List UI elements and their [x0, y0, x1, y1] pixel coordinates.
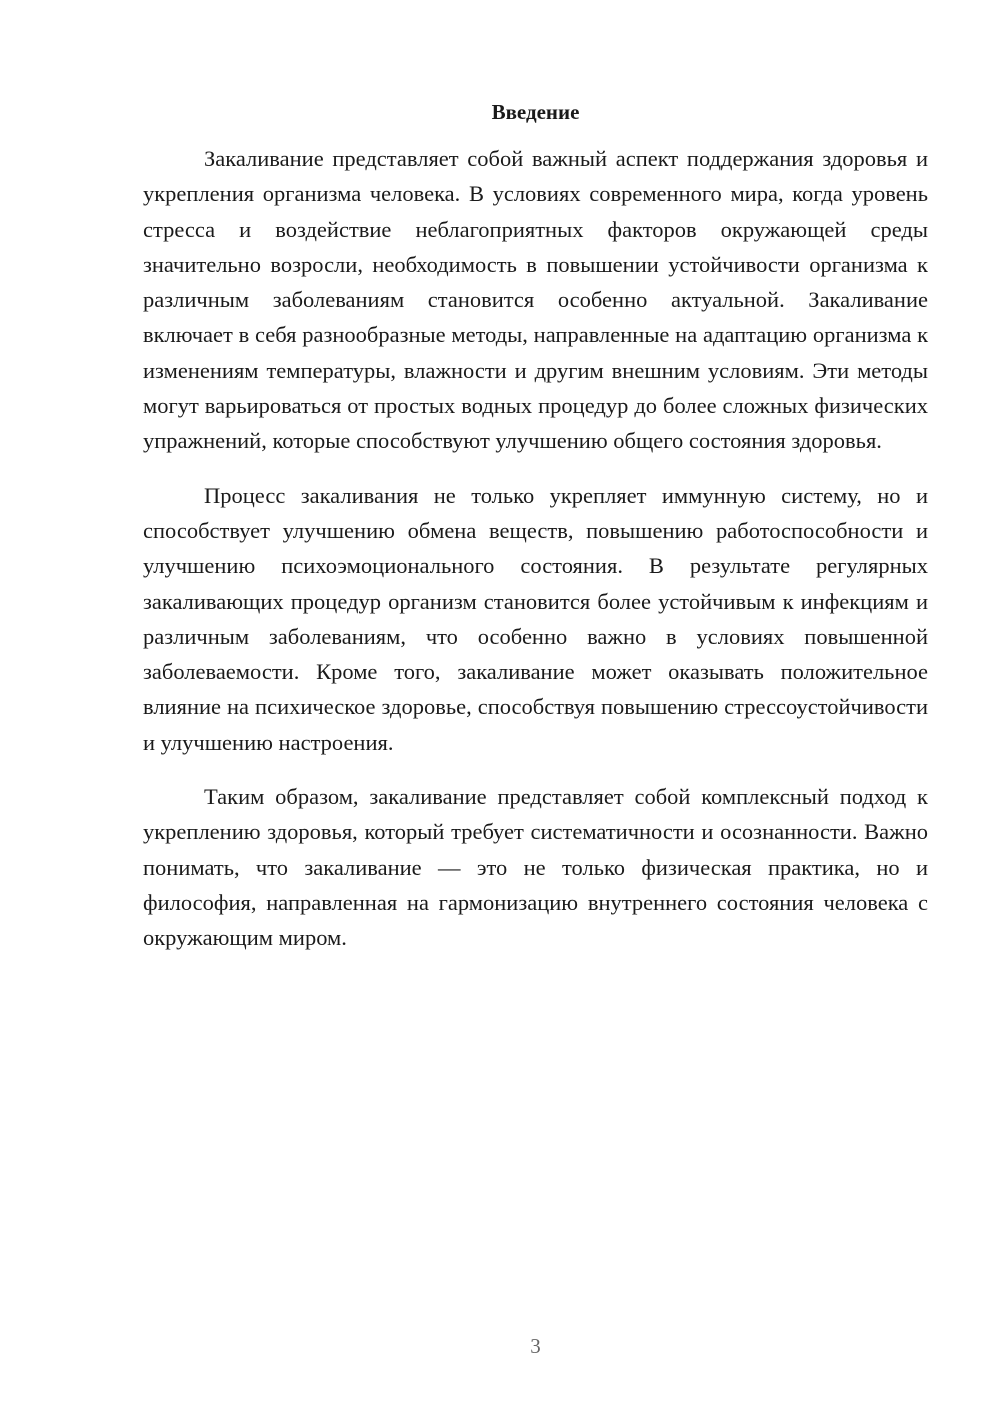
- page-number: 3: [530, 1334, 541, 1358]
- section-heading: Введение: [491, 100, 580, 124]
- paragraph-3: Таким образом, закаливание представляет собой комплексный подход к укреплению здоровья, который требует систематичности и осознанности. Важно понимать, что закаливание — это не только физическая практика, но и философия, направленная на гармонизацию внутреннего состояния человека с окружающим миром.: [143, 784, 928, 951]
- body-text: [143, 141, 928, 975]
- paragraph-2: Процесс закаливания не только укрепляет иммунную систему, но и способствует улучшению обмена веществ, повышению работоспособности и улучшению психоэмоционального состояния. В результате регулярных закаливающих процедур организм становится более устойчивым к инфекциям и различным заболеваниям, что особенно важно в условиях повышенной заболеваемости. Кроме того, закаливание может оказывать положительное влияние на психическое здоровье, способствуя повышению стрессоустойчивости и улучшению настроения.: [143, 482, 928, 755]
- paragraph-1: Закаливание представляет собой важный аспект поддержания здоровья и укрепления организма человека. В условиях современного мира, когда уровень стресса и воздействие неблагоприятных факторов окружающей среды значительно возросли, необходимость в повышении устойчивости организма к различным заболеваниям становится особенно актуальной. Закаливание включает в себя разнообразные методы, направленные на адаптацию организма к изменениям температуры, влажности и другим внешним условиям. Эти методы могут варьироваться от простых водных процедур до более сложных физических упражнений, которые способствуют улучшению общего состояния здоровья.: [143, 146, 928, 454]
